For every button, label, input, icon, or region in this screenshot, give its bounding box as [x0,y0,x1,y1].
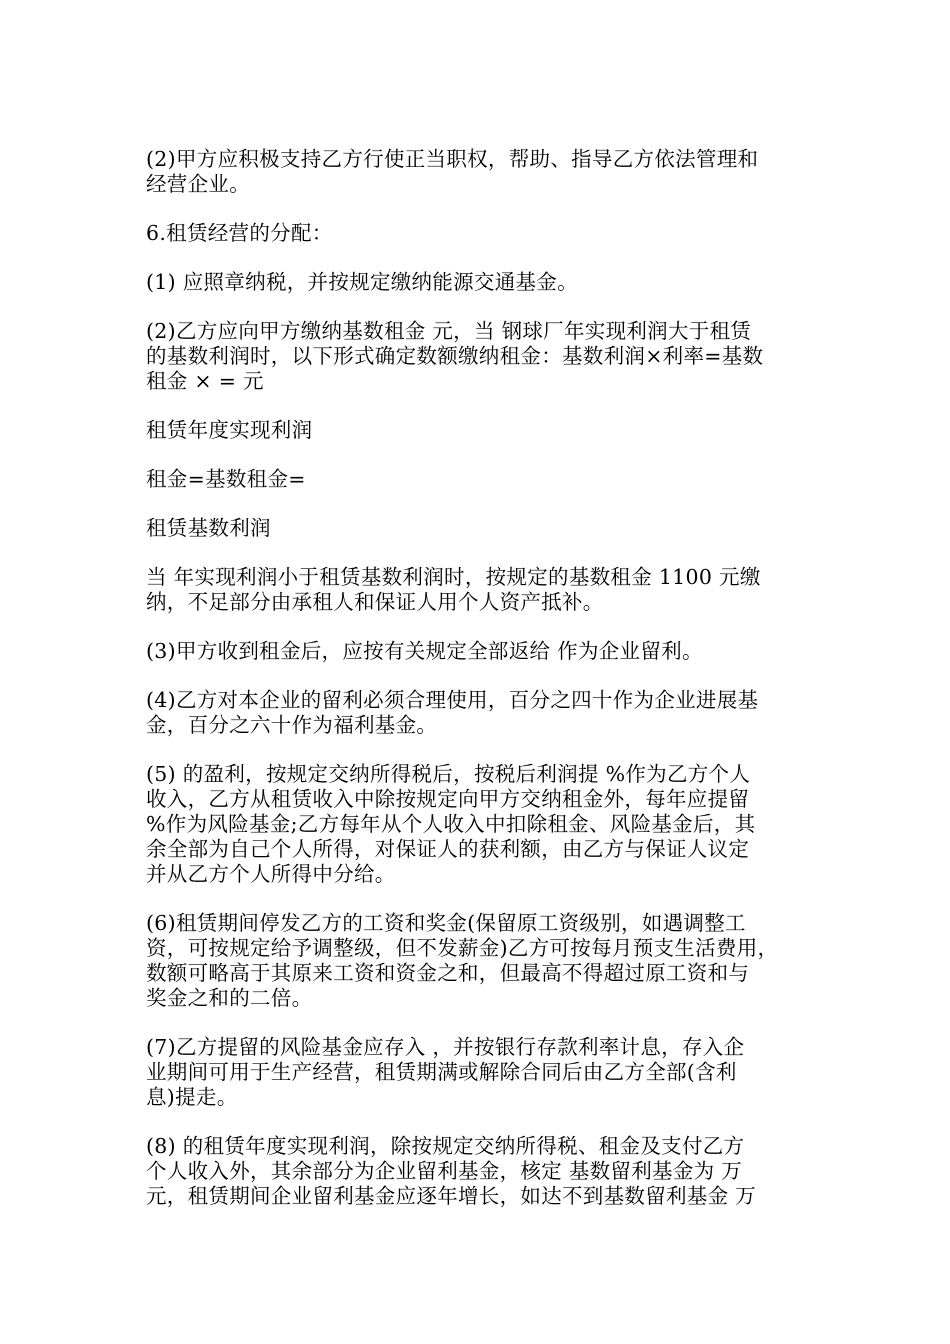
text-line: 当 年实现利润小于租赁基数利润时，按规定的基数租金 1100 元缴 [146,565,761,589]
text-line: 息)提走。 [146,1085,238,1109]
text-line: 元，租赁期间企业留利基金应逐年增长，如达不到基数留利基金 万 [146,1184,757,1208]
text-line: 业期间可用于生产经营，租赁期满或解除合同后由乙方全部(含利 [146,1060,737,1084]
text-line: (5) 的盈利，按规定交纳所得税后，按税后利润提 %作为乙方个人 [146,762,751,786]
paragraph-4-retained-profit [146,688,810,738]
paragraph-8-annual-profit [146,1134,810,1209]
paragraph-2-rent [146,319,810,394]
text-line: (7)乙方提留的风险基金应存入 ，并按银行存款利率计息，存入企 [146,1035,745,1059]
text-line: 奖金之和的二倍。 [146,986,313,1010]
text-line: %作为风险基金;乙方每年从个人收入中扣除租金、风险基金后，其 [146,812,756,836]
text-line: 数额可略高于其原来工资和资金之和，但最高不得超过原工资和与 [146,961,750,985]
text-line: 经营企业。 [146,172,250,196]
formula-line [146,467,810,492]
document-body [146,147,810,1233]
paragraph-5-profit [146,762,810,887]
paragraph-1-tax [146,270,810,295]
text-line: 的基数利润时，以下形式确定数额缴纳租金：基数利润×利率=基数 [146,344,764,368]
text-line: 并从乙方个人所得中分给。 [146,862,396,886]
paragraph-3-return [146,639,810,664]
formula-line [146,516,810,541]
text-line: (4)乙方对本企业的留利必须合理使用，百分之四十作为企业进展基 [146,688,759,712]
paragraph-7-risk-fund [146,1035,810,1110]
text-line: 个人收入外，其余部分为企业留利基金，核定 基数留利基金为 万 [146,1159,743,1183]
text-line: 租赁基数利润 [146,516,271,540]
text-line: (8) 的租赁年度实现利润，除按规定交纳所得税、租金及支付乙方 [146,1134,745,1158]
text-line: 余全部为自己个人所得，对保证人的获利额，由乙方与保证人议定 [146,837,750,861]
text-line: (2)甲方应积极支持乙方行使正当职权，帮助、指导乙方依法管理和 [146,147,759,171]
text-line: 资，可按规定给予调整级，但不发薪金)乙方可按每月预支生活费用， [146,936,779,960]
text-line: 纳，不足部分由承租人和保证人用个人资产抵补。 [146,590,604,614]
text-line: (2)乙方应向甲方缴纳基数租金 元，当 钢球厂年实现利润大于租赁 [146,319,752,343]
paragraph-shortfall [146,565,810,615]
text-line: 金，百分之六十作为福利基金。 [146,713,438,737]
text-line: (6)租赁期间停发乙方的工资和奖金(保留原工资级别，如遇调整工 [146,911,746,935]
text-line: 租金 × = 元 [146,369,264,393]
text-line: 收入，乙方从租赁收入中除按规定向甲方交纳租金外，每年应提留 [146,787,750,811]
text-line: 6.租赁经营的分配： [146,221,333,245]
paragraph-2-support [146,147,810,197]
paragraph-6-wages [146,911,810,1011]
text-line: (3)甲方收到租金后，应按有关规定全部返给 作为企业留利。 [146,639,703,663]
section-heading [146,221,810,246]
formula-line [146,418,810,443]
text-line: (1) 应照章纳税，并按规定缴纳能源交通基金。 [146,270,578,294]
text-line: 租赁年度实现利润 [146,418,313,442]
text-line: 租金=基数租金= [146,467,306,491]
